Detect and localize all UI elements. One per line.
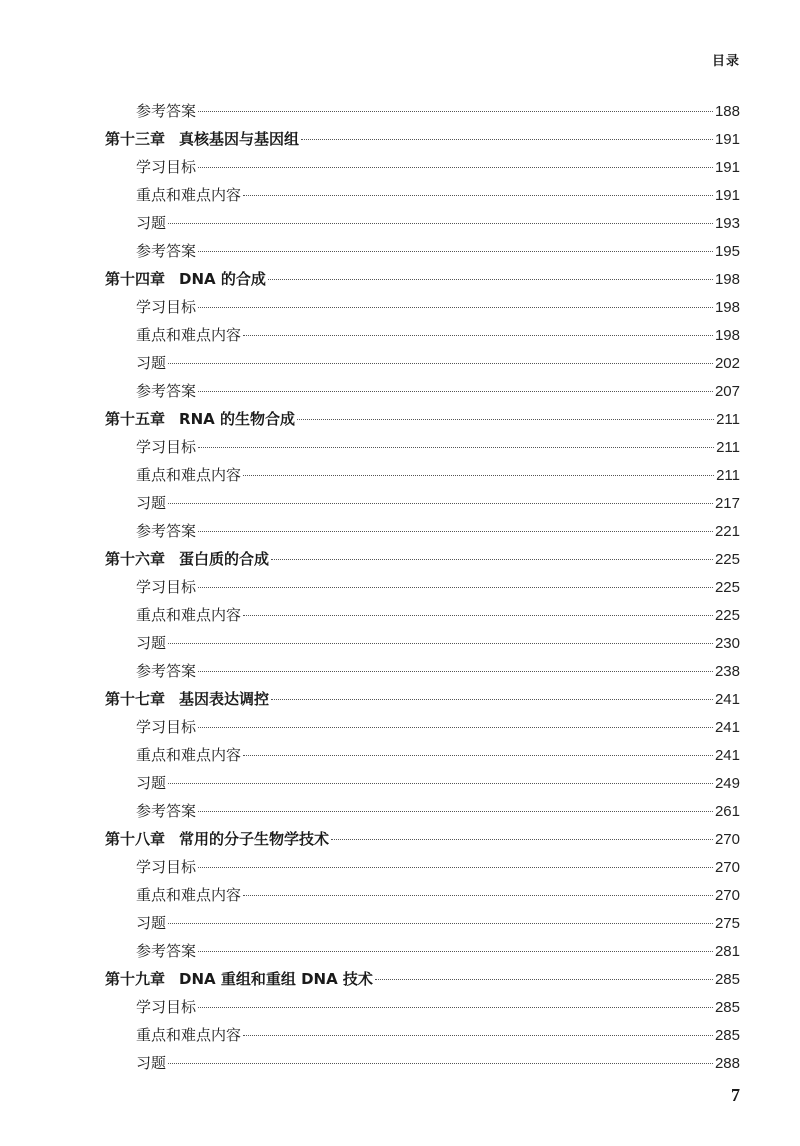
toc-section-entry[interactable]	[105, 209, 740, 237]
dot-leader	[168, 363, 713, 364]
toc-page-number: 230	[714, 635, 740, 652]
chapter-title: 基因表达调控	[179, 690, 270, 708]
dot-leader	[198, 167, 713, 168]
toc-section-entry[interactable]	[105, 181, 740, 209]
section-title: 参考答案	[136, 102, 197, 120]
toc-page-number: 270	[714, 859, 740, 876]
toc-section-entry[interactable]	[105, 601, 740, 629]
toc-section-entry[interactable]	[105, 769, 740, 797]
dot-leader	[198, 727, 713, 728]
toc-page-number: 193	[714, 215, 740, 232]
toc-section-entry[interactable]	[105, 489, 740, 517]
dot-leader	[243, 615, 713, 616]
toc-section-entry[interactable]	[105, 237, 740, 265]
chapter-number: 第十七章	[105, 690, 166, 708]
dot-leader	[243, 895, 713, 896]
section-title: 参考答案	[136, 522, 197, 540]
dot-leader	[168, 503, 713, 504]
dot-leader	[198, 447, 714, 448]
toc-chapter-entry[interactable]	[105, 685, 740, 713]
toc-page-number: 270	[714, 887, 740, 904]
chapter-number: 第十四章	[105, 270, 166, 288]
toc-page-number: 191	[714, 159, 740, 176]
toc-section-entry[interactable]	[105, 517, 740, 545]
toc-chapter-entry[interactable]	[105, 825, 740, 853]
section-title: 习题	[136, 494, 167, 512]
chapter-number: 第十八章	[105, 830, 166, 848]
dot-leader	[271, 699, 713, 700]
dot-leader	[168, 643, 713, 644]
dot-leader	[301, 139, 713, 140]
section-title: 重点和难点内容	[136, 746, 242, 764]
toc-section-entry[interactable]	[105, 349, 740, 377]
dot-leader	[168, 223, 713, 224]
dot-leader	[198, 111, 713, 112]
dot-leader	[243, 755, 713, 756]
toc-page-number: 198	[714, 327, 740, 344]
toc-page-number: 198	[714, 271, 740, 288]
toc-section-entry[interactable]	[105, 377, 740, 405]
toc-page-number: 288	[714, 1055, 740, 1072]
section-title: 习题	[136, 1054, 167, 1072]
section-title: 学习目标	[136, 578, 197, 596]
toc-section-entry[interactable]	[105, 461, 740, 489]
toc-page-number: 249	[714, 775, 740, 792]
toc-page-number: 241	[714, 719, 740, 736]
toc-section-entry[interactable]	[105, 153, 740, 181]
page-number: 7	[731, 1085, 740, 1105]
toc-page-number: 241	[714, 691, 740, 708]
toc-page-number: 188	[714, 103, 740, 120]
chapter-title: 常用的分子生物学技术	[179, 830, 330, 848]
toc-chapter-entry[interactable]	[105, 965, 740, 993]
toc-chapter-entry[interactable]	[105, 125, 740, 153]
dot-leader	[198, 251, 713, 252]
toc-section-entry[interactable]	[105, 1021, 740, 1049]
section-title: 重点和难点内容	[136, 186, 242, 204]
section-title: 重点和难点内容	[136, 606, 242, 624]
section-title: 学习目标	[136, 158, 197, 176]
section-title: 参考答案	[136, 662, 197, 680]
toc-page-number: 211	[716, 467, 740, 484]
toc-page-number: 198	[714, 299, 740, 316]
toc-section-entry[interactable]	[105, 797, 740, 825]
toc-section-entry[interactable]	[105, 97, 740, 125]
section-title: 习题	[136, 914, 167, 932]
chapter-title: 蛋白质的合成	[179, 550, 270, 568]
dot-leader	[271, 559, 713, 560]
toc-section-entry[interactable]	[105, 993, 740, 1021]
toc-page-number: 211	[716, 439, 740, 456]
dot-leader	[198, 951, 713, 952]
dot-leader	[198, 531, 713, 532]
section-title: 重点和难点内容	[136, 1026, 242, 1044]
section-title: 学习目标	[136, 438, 197, 456]
dot-leader	[375, 979, 713, 980]
toc-section-entry[interactable]	[105, 657, 740, 685]
section-title: 重点和难点内容	[136, 886, 242, 904]
dot-leader	[297, 419, 714, 420]
chapter-number: 第十五章	[105, 410, 166, 428]
dot-leader	[243, 475, 714, 476]
toc-page-number: 211	[716, 411, 740, 428]
toc-page-number: 207	[714, 383, 740, 400]
section-title: 学习目标	[136, 298, 197, 316]
dot-leader	[268, 279, 713, 280]
toc-section-entry[interactable]	[105, 909, 740, 937]
toc-page-number: 225	[714, 607, 740, 624]
toc-page-number: 202	[714, 355, 740, 372]
section-title: 参考答案	[136, 382, 197, 400]
toc-page-number: 221	[714, 523, 740, 540]
toc-chapter-entry[interactable]	[105, 405, 740, 433]
toc-chapter-entry[interactable]	[105, 545, 740, 573]
section-title: 习题	[136, 774, 167, 792]
dot-leader	[243, 195, 713, 196]
dot-leader	[198, 587, 713, 588]
dot-leader	[198, 391, 713, 392]
toc-page-number: 285	[714, 971, 740, 988]
toc-page-number: 275	[714, 915, 740, 932]
dot-leader	[243, 1035, 713, 1036]
dot-leader	[331, 839, 713, 840]
dot-leader	[243, 335, 713, 336]
toc-section-entry[interactable]	[105, 853, 740, 881]
section-title: 参考答案	[136, 802, 197, 820]
toc-section-entry[interactable]	[105, 1049, 740, 1077]
section-title: 重点和难点内容	[136, 326, 242, 344]
dot-leader	[198, 671, 713, 672]
table-of-contents	[105, 97, 740, 1077]
toc-page-number: 285	[714, 999, 740, 1016]
chapter-number: 第十九章	[105, 970, 166, 988]
toc-page-number: 238	[714, 663, 740, 680]
toc-section-entry[interactable]	[105, 881, 740, 909]
toc-page-number: 270	[714, 831, 740, 848]
section-title: 习题	[136, 354, 167, 372]
chapter-number: 第十六章	[105, 550, 166, 568]
section-title: 习题	[136, 634, 167, 652]
page-header-title: 目录	[711, 54, 740, 69]
section-title: 习题	[136, 214, 167, 232]
toc-page-number: 191	[714, 131, 740, 148]
toc-chapter-entry[interactable]	[105, 265, 740, 293]
toc-page-number: 225	[714, 551, 740, 568]
dot-leader	[198, 867, 713, 868]
toc-page-number: 195	[714, 243, 740, 260]
toc-page-number: 241	[714, 747, 740, 764]
toc-section-entry[interactable]	[105, 629, 740, 657]
toc-page-number: 261	[714, 803, 740, 820]
toc-section-entry[interactable]	[105, 937, 740, 965]
section-title: 学习目标	[136, 718, 197, 736]
toc-section-entry[interactable]	[105, 293, 740, 321]
dot-leader	[198, 307, 713, 308]
dot-leader	[168, 783, 713, 784]
dot-leader	[198, 1007, 713, 1008]
toc-page-number: 191	[714, 187, 740, 204]
toc-section-entry[interactable]	[105, 573, 740, 601]
chapter-title: RNA 的生物合成	[179, 410, 295, 428]
dot-leader	[168, 1063, 713, 1064]
toc-section-entry[interactable]	[105, 713, 740, 741]
section-title: 重点和难点内容	[136, 466, 242, 484]
section-title: 学习目标	[136, 858, 197, 876]
chapter-title: DNA 重组和重组 DNA 技术	[179, 970, 373, 988]
chapter-number: 第十三章	[105, 130, 166, 148]
toc-page-number: 217	[714, 495, 740, 512]
toc-section-entry[interactable]	[105, 741, 740, 769]
chapter-title: DNA 的合成	[179, 270, 266, 288]
section-title: 参考答案	[136, 942, 197, 960]
toc-page-number: 225	[714, 579, 740, 596]
section-title: 学习目标	[136, 998, 197, 1016]
dot-leader	[198, 811, 713, 812]
dot-leader	[168, 923, 713, 924]
toc-section-entry[interactable]	[105, 433, 740, 461]
chapter-title: 真核基因与基因组	[179, 130, 300, 148]
toc-page-number: 285	[714, 1027, 740, 1044]
section-title: 参考答案	[136, 242, 197, 260]
toc-section-entry[interactable]	[105, 321, 740, 349]
toc-page-number: 281	[714, 943, 740, 960]
